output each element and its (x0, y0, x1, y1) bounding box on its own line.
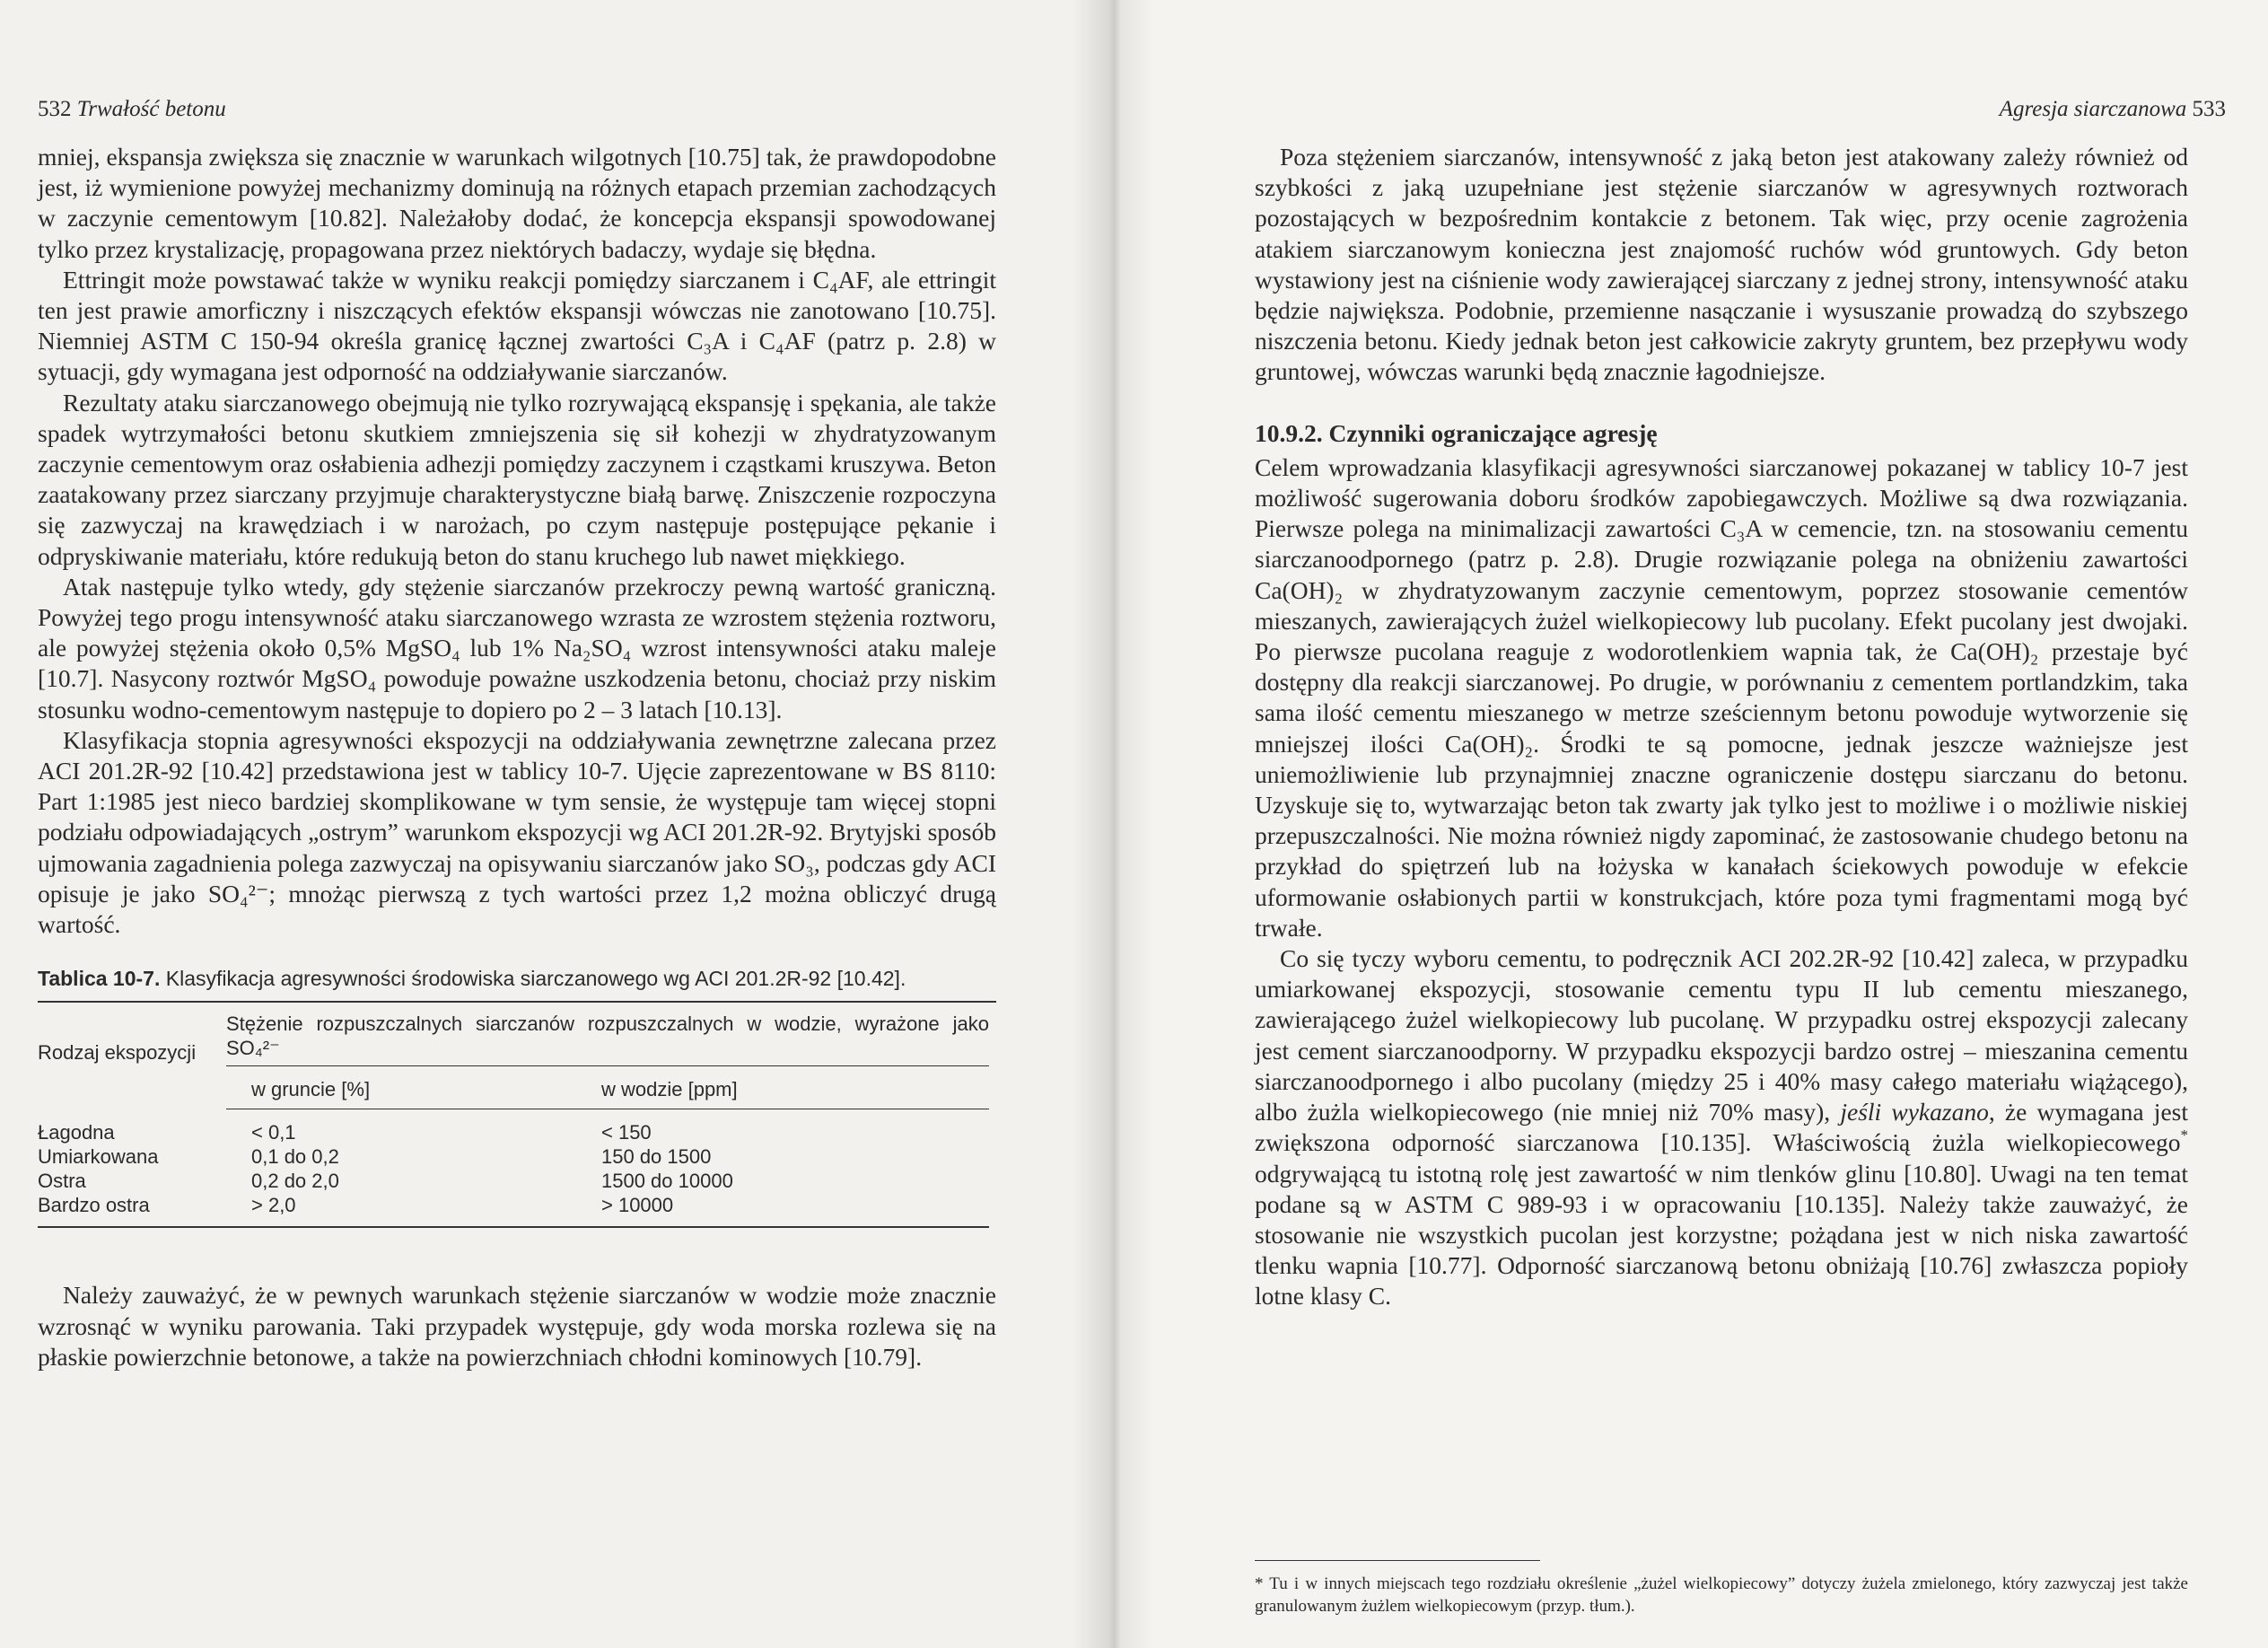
table-cell-water: > 10000 (601, 1194, 674, 1217)
left-page-number: 532 (38, 97, 72, 121)
table-header-concentration: Stężenie rozpuszczalnych siarczanów rozpuszczalnych w wodzie, wyrażone jako SO₄²⁻ (226, 1012, 989, 1066)
table-cell-water: < 150 (601, 1121, 652, 1144)
left-paragraph-5: Klasyfikacja stopnia agresywności ekspozycji na oddziaływania zewnętrzne zalecana przez ACI 201.2R-92 [10.42] przedstawiona jest w tablicy 10-7. Ujęcie zaprezentowane w BS 8110: Part 1:1985 jest nieco bardziej skomplikowane w tym sensie, że występuje tam więcej stopni podziału odpowiadających „ostrym” warunkom ekspozycji wg ACI 201.2R-92. Brytyjski sposób ujmowania zagadnienia polega zazwyczaj na opisywaniu siarczanów jako SO₃, podczas gdy ACI opisuje je jako SO₄²⁻; mnożąc pierwszą z tych wartości przez 1,2 można obliczyć drugą wartość. (38, 725, 996, 939)
table-header-kind: Rodzaj ekspozycji (38, 1041, 197, 1065)
table-cell-soil: 0,2 do 2,0 (251, 1170, 339, 1193)
left-paragraph-3: Rezultaty ataku siarczanowego obejmują nie tylko rozrywającą ekspansję i spękania, ale także spadek wytrzymałości betonu skutkiem zmniejszenia się sił kohezji w zhydratyzowanym zaczynie cementowym oraz osłabienia adhezji pomiędzy zaczynem i cząstkami kruszywa. Beton zaatakowany przez siarczany przyjmuje charakterystyczne białą barwę. Zniszczenie rozpoczyna się zazwyczaj na krawędziach i w narożach, po czym następuje postępujące pękanie i odpryskiwanie materiału, które redukują beton do stanu kruchego lub nawet miękkiego. (38, 388, 996, 570)
table-cell-soil: 0,1 do 0,2 (251, 1145, 339, 1169)
table-cell-soil: > 2,0 (251, 1194, 296, 1217)
sulfate-classification-table (38, 1012, 989, 1228)
table-cell-kind: Bardzo ostra (38, 1194, 150, 1217)
table-caption (38, 963, 996, 1003)
left-running-header (38, 97, 226, 122)
footnote-marker: * (2180, 1126, 2188, 1144)
paragraph-2-part-c: odgrywającą tu istotną rolę jest zawartość w nim tlenków glinu [10.80]. Uwagi na ten temat podane są w ASTM C 989-93 i w opracowaniu [10.135]. Należy także zauważyć, że stosowanie nie wszystkich pucolan jest korzystne; pożądana jest w nich niska zawartość tlenku wapnia [10.77]. Odporność siarczanową betonu obniżają [10.76] zwłaszcza popioły lotne klasy C. (1255, 1159, 2188, 1311)
table-cell-soil: < 0,1 (251, 1121, 296, 1144)
footnote: * Tu i w innych miejscach tego rozdziału określenie „żużel wielkopiecowy” dotyczy żużela zmielonego, który zazwyczaj jest także granulowanym żużlem wielkopiecowym (przyp. tłum.). (1255, 1574, 2188, 1616)
table-caption-text: Klasyfikacja agresywności środowiska siarczanowego wg ACI 201.2R-92 [10.42]. (165, 967, 906, 991)
right-running-title: Agresja siarczanowa (1999, 97, 2187, 121)
right-body-text (1255, 142, 2188, 1312)
left-page (0, 0, 1113, 1648)
table-cell-kind: Umiarkowana (38, 1145, 159, 1169)
right-section-paragraph-2 (1255, 943, 2188, 1311)
footnote-rule (1255, 1560, 1540, 1561)
right-page-number: 533 (2192, 97, 2226, 121)
left-paragraph-1: mniej, ekspansja zwiększa się znacznie w warunkach wilgotnych [10.75] tak, że prawdopodobne jest, iż wymienione powyżej mechanizmy dominują na różnych etapach przemian zachodzących w zaczynie cementowym [10.82]. Należałoby dodać, że koncepcja ekspansji spowodowanej tylko przez krystalizację, propagowana przez niektórych badaczy, wydaje się błędna. (38, 143, 996, 263)
paragraph-2-part-b: , że wymagana jest zwiększona odporność siarczanowa [10.135]. Właściwością żużla wielkopiecowego (1255, 1098, 2188, 1157)
right-page (1113, 0, 2268, 1648)
table-caption-label: Tablica 10-7. (38, 967, 161, 991)
table-row (38, 1144, 989, 1169)
table-row (38, 1109, 989, 1145)
table-header-soil: w gruncie [%] (226, 1066, 601, 1109)
table-cell-kind: Łagodna (38, 1120, 115, 1144)
paragraph-2-italic: jeśli wykazano (1840, 1098, 1989, 1126)
left-paragraph-after-table: Należy zauważyć, że w pewnych warunkach stężenie siarczanów w wodzie może znacznie wzrosnąć w wyniku parowania. Taki przypadek występuje, gdy woda morska rozlewa się na płaskie powierzchnie betonowe, a także na powierzchniach chłodni kominowych [10.79]. (38, 1281, 996, 1371)
right-running-header (2000, 97, 2226, 122)
right-intro-paragraph: Poza stężeniem siarczanów, intensywność z jaką beton jest atakowany zależy również od szybkości z jaką uzupełniane jest stężenie siarczanów w agresywnych roztworach pozostających w bezpośrednim kontakcie z betonem. Tak więc, przy ocenie zagrożenia atakiem siarczanowym konieczna jest znajomość ruchów wód gruntowych. Gdy beton wystawiony jest na ciśnienie wody zawierającej siarczany z jednej strony, intensywność ataku będzie największa. Podobnie, przemienne nasączanie i wysuszanie prowadzą do szybszego niszczenia betonu. Kiedy jednak beton jest całkowicie zakryty gruntem, bez przepływu wody gruntowej, wówczas warunki będą znacznie łagodniejsze. (1255, 143, 2188, 386)
section-heading: 10.9.2. Czynniki ograniczające agresję (1255, 418, 1658, 447)
paragraph-2-part-a: Co się tyczy wyboru cementu, to podręcznik ACI 202.2R-92 [10.42] zaleca, w przypadku umiarkowanej ekspozycji, stosowanie cementu typu II lub cementu mieszanego, zawierającego żużel wielkopiecowy lub pucolanę. W przypadku ostrej ekspozycji zalecany jest cement siarczanoodporny. W przypadku ekspozycji bardzo ostrej – mieszanina cementu siarczanoodpornego i albo pucolany (między 25 i 40% masy całego materiału wiążącego), albo żużla wielkopiecowego (nie mniej niż 70% masy), (1255, 944, 2188, 1126)
table-cell-water: 150 do 1500 (601, 1145, 712, 1169)
right-section-paragraph-1: Celem wprowadzania klasyfikacji agresywności siarczanowej pokazanej w tablicy 10-7 jest możliwość sugerowania doboru środków zapobiegawczych. Możliwe są dwa rozwiązania. Pierwsze polega na minimalizacji zawartości C₃A w cemencie, tzn. na stosowaniu cementu siarczanoodpornego (patrz p. 2.8). Drugie rozwiązanie polega na obniżeniu zawartości Ca(OH)₂ w zhydratyzowanym zaczynie cementowym, poprzez stosowanie cementów mieszanych, zawierających żużel wielkopiecowy lub pucolany. Efekt pucolany jest dwojaki. Po pierwsze pucolana reaguje z wodorotlenkiem wapnia tak, że Ca(OH)₂ przestaje być dostępny dla reakcji siarczanowej. Po drugie, w porównaniu z cementem portlandzkim, taka sama ilość cementu mieszanego w metrze sześciennym betonu powoduje wytworzenie się mniejszej ilości Ca(OH)₂. Środki te są pomocne, jednak jeszcze ważniejsze jest uniemożliwienie lub przynajmniej znaczne ograniczenie dostępu siarczanu do betonu. Uzyskuje się to, wytwarzając beton tak zwarty jak tylko jest to możliwe i o możliwie niskiej przepuszczalności. Nie można również nigdy zapominać, że zastosowanie chudego betonu na przykład do spiętrzeń lub na łożyska w kanałach ściekowych powoduje w efekcie uformowanie osłabionych partii w konstrukcjach, które poza tymi fragmentami mogą być trwałe. (1255, 452, 2188, 942)
table-cell-water: 1500 do 10000 (601, 1170, 733, 1193)
left-body-text (38, 142, 996, 1372)
table-row (38, 1169, 989, 1193)
table-cell-kind: Ostra (38, 1170, 86, 1193)
left-paragraph-4: Atak następuje tylko wtedy, gdy stężenie siarczanów przekroczy pewną wartość graniczną. Powyżej tego progu intensywność ataku siarczanowego wzrasta ze wzrostem stężenia roztworu, ale powyżej stężenia około 0,5% MgSO₄ lub 1% Na₂SO₄ wzrost intensywności ataku maleje [10.7]. Nasycony roztwór MgSO₄ powoduje poważne uszkodzenia betonu, chociaż przy niskim stosunku wodno-cementowym następuje to dopiero po 2 – 3 latach [10.13]. (38, 572, 996, 723)
table-header-water: w wodzie [ppm] (601, 1066, 989, 1109)
table-row (38, 1193, 989, 1217)
left-running-title: Trwałość betonu (76, 97, 226, 121)
left-paragraph-2: Ettringit może powstawać także w wyniku reakcji pomiędzy siarczanem i C₄AF, ale ettringit ten jest prawie amorficzny i niszczących efektów ekspansji wówczas nie zanotowano [10.75]. Niemniej ASTM C 150-94 określa granicę łącznej zwartości C₃A i C₄AF (patrz p. 2.8) w sytuacji, gdy wymagana jest odporność na oddziaływanie siarczanów. (38, 265, 996, 386)
table-bottom-rule (38, 1217, 989, 1227)
